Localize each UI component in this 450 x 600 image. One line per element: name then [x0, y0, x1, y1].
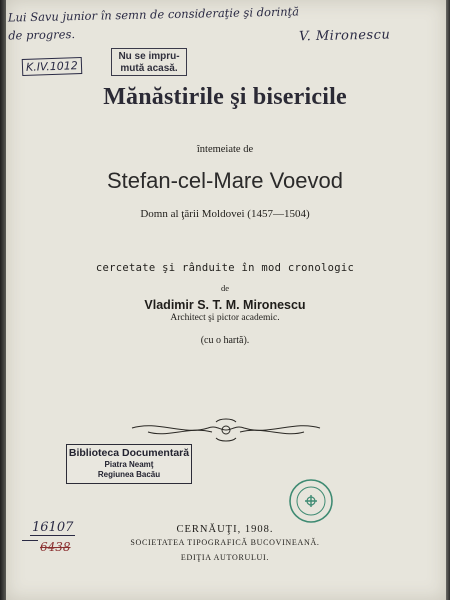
founder-name: Stefan-cel-Mare Voevod	[106, 168, 344, 193]
round-library-stamp	[288, 478, 334, 524]
founded-by-text: întemeiate de	[196, 144, 254, 155]
library-stamp	[66, 444, 192, 484]
no-lending-stamp-line-1: Nu se impru-	[118, 51, 180, 62]
research-line: cercetate şi rânduite în mod cronologic	[95, 262, 355, 274]
author-name: Vladimir S. T. M. Mironescu	[144, 298, 306, 312]
inventory-number: 16107	[32, 520, 74, 535]
library-stamp-line-3: Regiunea Bacău	[97, 470, 161, 479]
library-stamp-line-1: Biblioteca Documentară	[68, 447, 190, 459]
inventory-box-label: K.IV.1012	[22, 57, 82, 76]
no-lending-stamp	[111, 48, 187, 76]
library-stamp-line-2: Piatra Neamţ	[104, 460, 154, 469]
dedication-line-2: de progres.	[8, 27, 76, 43]
author-signature: V. Mironescu	[298, 27, 391, 45]
map-note: (cu o hartă).	[200, 335, 250, 346]
imprint-press: SOCIETATEA TIPOGRAFICĂ BUCOVINEANĂ.	[130, 538, 320, 547]
founder-subtitle: Domn al ţării Moldovei (1457—1504)	[140, 208, 310, 220]
author-title: Architect şi pictor academic.	[170, 313, 280, 323]
imprint-city-year: CERNĂUŢI, 1908.	[176, 524, 274, 535]
imprint-edition: EDIŢIA AUTORULUI.	[180, 553, 270, 562]
by-word: de	[220, 283, 230, 293]
no-lending-stamp-line-2: mută acasă.	[120, 63, 178, 74]
book-title: Mănăstirile şi bisericile	[103, 84, 347, 110]
old-inventory-number: 6438	[40, 540, 71, 554]
handwritten-dedication	[8, 0, 439, 44]
dedication-line-1: Lui Savu junior în semn de consideraţie şi dorinţă	[7, 4, 300, 25]
ornament-divider	[128, 416, 324, 444]
